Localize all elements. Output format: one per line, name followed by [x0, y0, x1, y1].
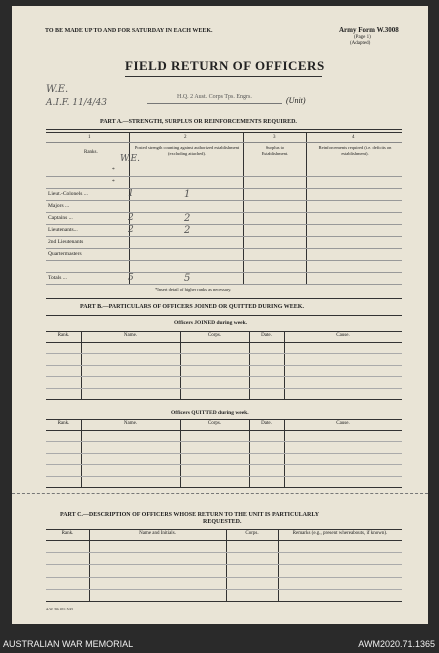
part-a-row-rule — [46, 176, 402, 177]
footer-accession-number: AWM2020.71.1365 — [358, 639, 435, 649]
part-a-row-rule — [46, 200, 402, 201]
army-form-number: Army Form W.3008 — [339, 26, 399, 34]
we-value: 5 — [128, 273, 134, 283]
rank-label: Totals ... — [48, 275, 67, 281]
part-c-col-header: Remarks (e.g., present whereabouts, if known). — [292, 531, 388, 536]
part-a-row-rule — [46, 272, 402, 273]
quitted-top-rule — [46, 419, 402, 420]
archive-footer — [0, 624, 439, 653]
part-a-row-rule — [46, 224, 402, 225]
perforation-line — [12, 493, 428, 494]
part-a-top-rule — [46, 129, 402, 130]
col-header-posted-strength: Posted strength counting against authorized establishment (excluding attached). — [134, 145, 240, 156]
col-header-ranks: Ranks. — [84, 150, 98, 155]
unit-line — [147, 103, 282, 104]
part-a-col-divider-2 — [243, 132, 244, 284]
part-c-row-rule — [46, 577, 402, 578]
quitted-col-header: Name. — [123, 421, 138, 426]
quitted-col-header: Date. — [261, 421, 272, 426]
page-title: FIELD RETURN OF OFFICERS — [125, 58, 325, 73]
quitted-col-header: Cause. — [336, 421, 350, 426]
part-a-row-rule — [46, 284, 402, 285]
col-number-rule — [46, 142, 402, 143]
joined-col-header: Date. — [261, 333, 272, 338]
joined-header-rule — [46, 342, 402, 343]
posted-strength-value: 2 — [184, 213, 191, 224]
part-c-row-rule — [46, 552, 402, 553]
quitted-col-header: Corps. — [207, 421, 222, 426]
rank-label: Captains ... — [48, 215, 73, 221]
joined-col-header: Cause. — [336, 333, 350, 338]
footer-institution: AUSTRALIAN WAR MEMORIAL — [3, 639, 134, 649]
col-number-4: 4 — [352, 135, 355, 140]
rank-label: 2nd Lieutenants — [48, 239, 84, 245]
joined-col-header: Rank. — [57, 333, 70, 338]
quitted-row-rule — [46, 453, 402, 454]
rank-label: Lieutenants... — [48, 227, 78, 233]
part-c-row-rule — [46, 564, 402, 565]
part-a-col-divider-3 — [306, 132, 307, 284]
handwritten-date: A.I.F. 11/4/43 — [46, 98, 108, 108]
form-sheet — [12, 6, 428, 624]
quitted-header-rule — [46, 430, 402, 431]
print-code: A.W. 3m 10/1 3/43 — [46, 607, 73, 611]
part-c-header-rule — [46, 540, 402, 541]
quitted-title: Officers QUITTED during week. — [171, 410, 249, 416]
page-number: (Page 1) — [354, 35, 371, 40]
joined-bottom-rule — [46, 399, 402, 400]
part-a-footnote: *Insert detail of higher ranks as necessary. — [155, 287, 232, 292]
col-number-3: 3 — [273, 135, 276, 140]
part-b-rule — [46, 315, 402, 316]
part-c-row-rule — [46, 589, 402, 590]
part-c-heading-line2: REQUESTED. — [203, 519, 242, 525]
part-b-heading: PART B.—PARTICULARS OF OFFICERS JOINED OR QUITTED DURING WEEK. — [80, 304, 304, 310]
joined-row-rule — [46, 365, 402, 366]
quitted-row-rule — [46, 464, 402, 465]
quitted-bottom-rule — [46, 487, 402, 488]
we-value: 2 — [128, 225, 134, 235]
quitted-row-rule — [46, 441, 402, 442]
top-instruction: TO BE MADE UP TO AND FOR SATURDAY IN EACH WEEK. — [45, 28, 213, 34]
posted-strength-value: 1 — [184, 189, 191, 200]
joined-row-rule — [46, 353, 402, 354]
col-header-surplus: Surplus to Establishment. — [261, 145, 289, 156]
part-b-top-rule — [46, 298, 402, 299]
joined-title: Officers JOINED during week. — [174, 320, 248, 326]
part-c-col-header: Rank. — [61, 531, 74, 536]
joined-col-header: Corps. — [207, 333, 222, 338]
quitted-row-rule — [46, 476, 402, 477]
part-c-bottom-rule — [46, 601, 402, 602]
joined-col-header: Name. — [123, 333, 138, 338]
part-c-top-rule — [46, 529, 402, 530]
part-c-col-divider — [278, 529, 279, 601]
we-value: 1 — [128, 189, 134, 199]
part-c-heading-line1: PART C.—DESCRIPTION OF OFFICERS WHOSE RETURN TO THE UNIT IS PARTICULARLY — [60, 512, 320, 518]
part-c-col-divider — [89, 529, 90, 601]
part-a-row-rule — [46, 260, 402, 261]
we-value: 2 — [128, 213, 134, 223]
posted-strength-value: 5 — [184, 273, 191, 284]
joined-row-rule — [46, 388, 402, 389]
part-a-row-rule — [46, 188, 402, 189]
part-a-row-rule — [46, 212, 402, 213]
posted-strength-value: 2 — [184, 225, 191, 236]
rank-label: Majors ... — [48, 203, 70, 209]
rank-label: * — [112, 179, 115, 185]
unit-value: H.Q. 2 Aust. Corps Tps. Engrs. — [177, 94, 252, 100]
part-c-col-divider — [226, 529, 227, 601]
part-c-col-header: Corps. — [245, 531, 259, 536]
adapted-note: (Adapted) — [350, 41, 371, 46]
handwritten-we: W.E. — [46, 84, 69, 95]
rank-label: Quartermasters — [48, 251, 82, 257]
part-a-row-rule — [46, 236, 402, 237]
part-a-heading: PART A.—STRENGTH, SURPLUS OR REINFORCEMENTS REQUIRED. — [100, 119, 297, 125]
rank-label: Lieut.-Colonels ... — [48, 191, 88, 197]
part-a-top-rule-2 — [46, 132, 402, 133]
col-number-1: 1 — [88, 135, 91, 140]
unit-label: (Unit) — [286, 96, 306, 105]
col-number-2: 2 — [184, 135, 187, 140]
part-a-row-rule — [46, 248, 402, 249]
we-column-mark: W.E. — [120, 154, 140, 164]
quitted-col-header: Rank. — [57, 421, 70, 426]
title-underline — [125, 76, 322, 77]
part-c-col-header: Name and Initials. — [139, 531, 176, 536]
joined-row-rule — [46, 376, 402, 377]
rank-label: * — [112, 167, 115, 173]
col-header-reinforcements: Reinforcements required (i.e. deficits on establishment). — [318, 145, 392, 156]
joined-top-rule — [46, 331, 402, 332]
